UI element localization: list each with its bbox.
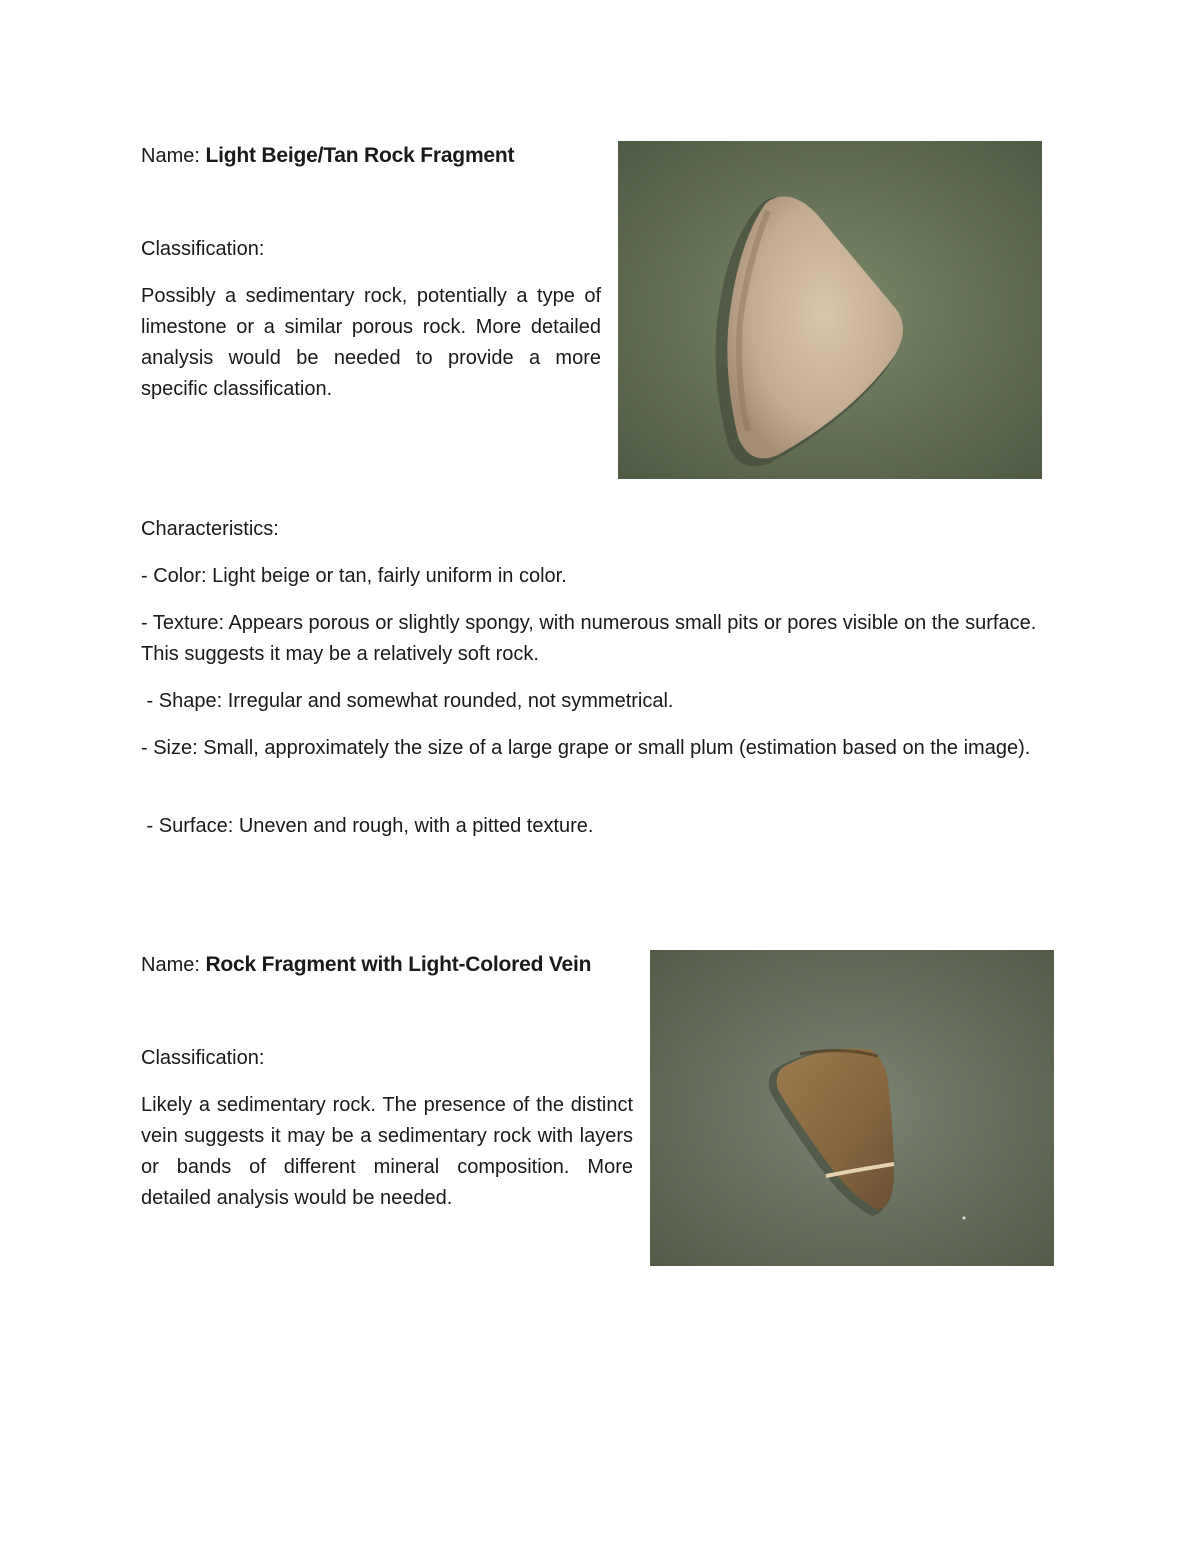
specimen-1-classification-label: Classification: <box>141 238 265 260</box>
rock-photo-image <box>618 141 1042 479</box>
specimen-2-classification-text: Likely a sedimentary rock. The presence of the distinct vein suggests it may be a sedimentary rock with layers or bands of different mineral composition. More detailed analysis would be needed. <box>141 1094 633 1209</box>
specimen-1-name-label: Name: <box>141 145 200 167</box>
specimen-2-name-label: Name: <box>141 954 200 976</box>
specimen-2-name <box>141 950 641 980</box>
specimen-2-photo <box>650 950 1054 1266</box>
specimen-1-name <box>141 141 611 171</box>
characteristic-shape: - Shape: Irregular and somewhat rounded, not symmetrical. <box>141 690 674 712</box>
specimen-1-name-value: Light Beige/Tan Rock Fragment <box>205 144 515 167</box>
characteristic-texture: - Texture: Appears porous or slightly spongy, with numerous small pits or pores visible on the surface. This suggests it may be a relatively soft rock. <box>141 612 1037 665</box>
specimen-1-classification-text: Possibly a sedimentary rock, potentially a type of limestone or a similar porous rock. More detailed analysis would be needed to provide a more specific classification. <box>141 285 601 400</box>
specimen-2-name-value: Rock Fragment with Light-Colored Vein <box>205 953 592 976</box>
rock-photo-image <box>650 950 1054 1266</box>
specimen-1-characteristics-label: Characteristics: <box>141 518 279 540</box>
specimen-2-classification-label: Classification: <box>141 1047 265 1069</box>
characteristic-surface: - Surface: Uneven and rough, with a pitted texture. <box>141 815 594 837</box>
characteristic-color: - Color: Light beige or tan, fairly uniform in color. <box>141 565 567 587</box>
characteristic-size: - Size: Small, approximately the size of a large grape or small plum (estimation based on the image). <box>141 737 1031 759</box>
specimen-1-photo <box>618 141 1042 479</box>
